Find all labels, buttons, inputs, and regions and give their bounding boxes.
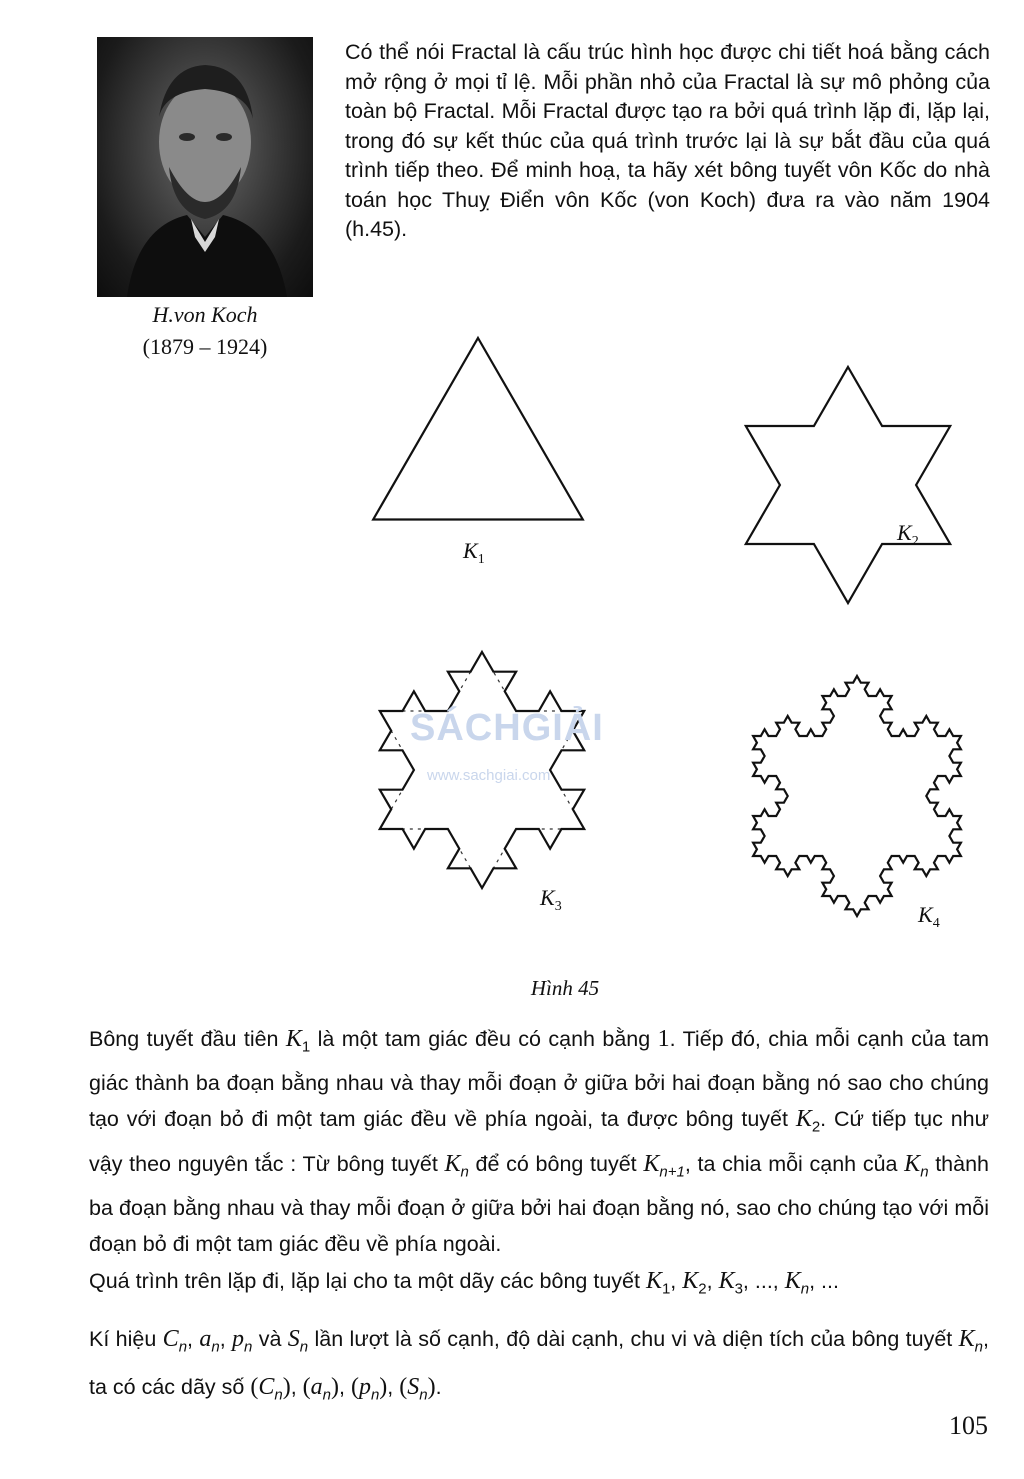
- portrait-name: H.von Koch: [152, 302, 258, 327]
- figure-caption: Hình 45: [530, 976, 600, 1000]
- svg-text:www.sachgiai.com: www.sachgiai.com: [427, 767, 551, 784]
- paragraph-construction: Bông tuyết đầu tiên $K_1$ là một tam giác đều có cạnh bằng 1. Tiếp đó, chia mỗi cạnh của tam giác thành ba đoạn bằng nhau và thay mỗi đoạn ở giữa bởi hai đoạn bằng nó sao cho chúng tạo với đoạn bỏ đi một tam giác đều về phía ngoài, ta được bông tuyết $K_2$. Cứ tiếp tục như vậy theo nguyên tắc : Từ bông tuyết $K_n$ để có bông tuyết $K_{n+1}$, ta chia mỗi cạnh của $K_n$ thành ba đoạn bằng nhau và thay mỗi đoạn ở giữa bởi hai đoạn bằng nó, sao cho chúng tạo với mỗi đoạn bỏ đi một tam giác đều về phía ngoài.: [89, 1026, 990, 1256]
- label-k4: $K_4$: [918, 902, 940, 931]
- koch-k2-shape: [746, 367, 950, 603]
- koch-k1-shape: [373, 338, 583, 520]
- page-number: 105: [949, 1411, 988, 1440]
- koch-k4-shape: [753, 676, 961, 916]
- koch-k1-outline: [373, 338, 583, 520]
- label-k3: $K_3$: [540, 885, 562, 914]
- watermark: [410, 705, 604, 784]
- koch-k2-outline: [746, 367, 950, 603]
- label-k2: $K_2$: [897, 520, 919, 549]
- figure-koch-snowflakes: [330, 300, 1024, 990]
- paragraph-notation: Kí hiệu $C_n$, $a_n$, $p_n$ và $S_n$ lần lượt là số cạnh, độ dài cạnh, chu vi và diện tích của bông tuyết $K_n$, ta có các dãy số $(C_n)$, $(a_n)$, $(p_n)$, $(S_n)$.: [89, 1326, 989, 1404]
- portrait-years: (1879 – 1924): [142, 334, 268, 359]
- svg-text:SÁCHGIẢI: SÁCHGIẢI: [410, 707, 604, 749]
- intro-paragraph: Có thể nói Fractal là cấu trúc hình học được chi tiết hoá bằng cách mở rộng ở mọi tỉ lệ. Mỗi phần nhỏ của Fractal là sự mô phỏng của toàn bộ Fractal. Mỗi Fractal được tạo ra bởi quá trình lặp đi, lặp lại, trong đó sự kết thúc của quá trình trước lại là sự bắt đầu của quá trình tiếp theo. Để minh hoạ, ta hãy xét bông tuyết vôn Kốc do nhà toán học Thuỵ Điển vôn Kốc (von Koch) đưa ra vào năm 1904 (h.45).: [345, 40, 990, 241]
- portrait-figure: [97, 37, 313, 297]
- label-k1: $K_1$: [463, 538, 485, 567]
- portrait-photo: [97, 37, 313, 297]
- paragraph-sequence: Quá trình trên lặp đi, lặp lại cho ta một dãy các bông tuyết $K_1$, $K_2$, $K_3$, ..., $K_n$, ...: [89, 1268, 839, 1298]
- koch-k4-outline: [753, 676, 961, 916]
